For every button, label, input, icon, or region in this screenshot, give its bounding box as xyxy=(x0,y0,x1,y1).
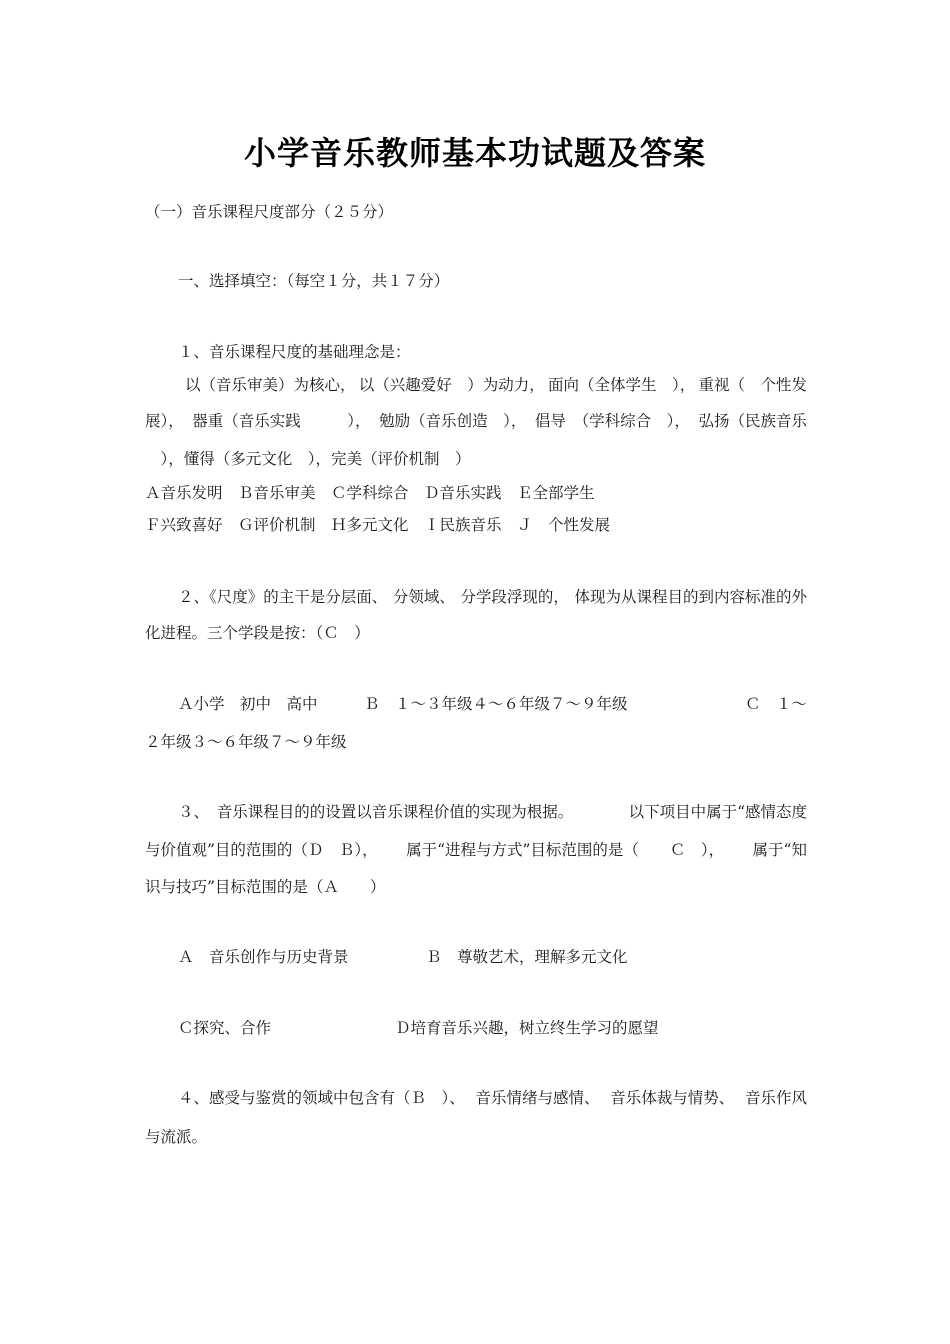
question-3-options-line-1: Ａ 音乐创作与历史背景 Ｂ 尊敬艺术，理解多元文化 xyxy=(178,948,628,966)
text-segment: 倡导 （学科综合 ）， xyxy=(534,412,690,430)
question-1-body-line-2 xyxy=(145,411,807,431)
question-2-options-line-2: ２年级３～６年级７～９年级 xyxy=(145,733,347,751)
question-2-options-line-1 xyxy=(178,694,807,714)
section-heading: （一）音乐课程尺度部分（２５分） xyxy=(145,203,394,221)
question-3-options-line-2: Ｃ探究、合作 Ｄ培育音乐兴趣，树立终生学习的愿望 xyxy=(178,1019,659,1037)
text-segment: 音乐体裁与情势、 xyxy=(610,1089,735,1107)
text-segment: 音乐情绪与感情、 xyxy=(475,1089,600,1107)
part-heading: 一、选择填空：（每空１分，共１７分） xyxy=(178,272,450,290)
text-segment: 与价值观”目的范围的（Ｄ Ｂ）， xyxy=(145,841,378,859)
text-segment: 面向（全体学生 ）， xyxy=(547,376,696,394)
text-segment: ４、感受与鉴赏的领域中包含有（Ｂ ）、 xyxy=(178,1089,465,1107)
question-1-body-line-3: ），懂得（多元文化 ），完美（评价机制 ） xyxy=(145,450,471,468)
question-3-line-1 xyxy=(178,802,807,822)
text-segment: 器重（音乐实践 ）， xyxy=(192,412,371,430)
question-1-body-line-1 xyxy=(185,375,807,395)
question-2-line-1 xyxy=(178,587,807,607)
question-1-options-line-1: Ａ音乐发明 Ｂ音乐审美 Ｃ学科综合 Ｄ音乐实践 Ｅ全部学生 xyxy=(145,484,595,502)
question-4-line-2: 与流派。 xyxy=(145,1128,208,1146)
text-segment: 重视（ 个性发 xyxy=(698,376,807,394)
text-segment: Ａ小学 初中 高中 Ｂ １～３年级４～６年级７～９年级 xyxy=(178,695,628,713)
text-segment: 展）， xyxy=(145,412,184,430)
text-segment: 以（兴趣爱好 ）为动力， xyxy=(358,376,545,394)
question-4-line-1 xyxy=(178,1088,807,1108)
question-1-options-line-2: Ｆ兴致喜好 Ｇ评价机制 Ｈ多元文化 Ｉ民族音乐 Ｊ 个性发展 xyxy=(145,516,611,534)
text-segment: 属于“进程与方式”目标范围的是（ Ｃ ）， xyxy=(406,841,725,859)
text-segment: 音乐作风 xyxy=(744,1089,807,1107)
text-segment: 体现为从课程目的到内容标准的外 xyxy=(574,588,807,606)
text-segment: 弘扬（民族音乐 xyxy=(698,412,807,430)
text-segment: 以下项目中属于“感情态度 xyxy=(628,803,807,821)
document-title: 小学音乐教师基本功试题及答案 xyxy=(243,134,706,172)
text-segment: 分领域、 xyxy=(392,588,455,606)
question-1-stem: １、音乐课程尺度的基础理念是： xyxy=(178,343,411,361)
text-segment: 分学段浮现的， xyxy=(460,588,569,606)
question-2-line-2: 化进程。三个学段是按：（Ｃ ） xyxy=(145,624,370,642)
question-3-line-3: 识与技巧”目标范围的是（Ａ ） xyxy=(145,878,386,896)
question-3-line-2 xyxy=(145,840,807,860)
text-segment: 属于“知 xyxy=(752,841,807,859)
text-segment: 以（音乐审美）为核心， xyxy=(185,376,356,394)
text-segment: 勉励（音乐创造 ）， xyxy=(379,412,527,430)
text-segment: ２、《尺度》的主干是分层面、 xyxy=(178,588,388,606)
text-segment: ３、 音乐课程目的的设置以音乐课程价值的实现为根据。 xyxy=(178,803,574,821)
text-segment: Ｃ １～ xyxy=(744,695,807,713)
